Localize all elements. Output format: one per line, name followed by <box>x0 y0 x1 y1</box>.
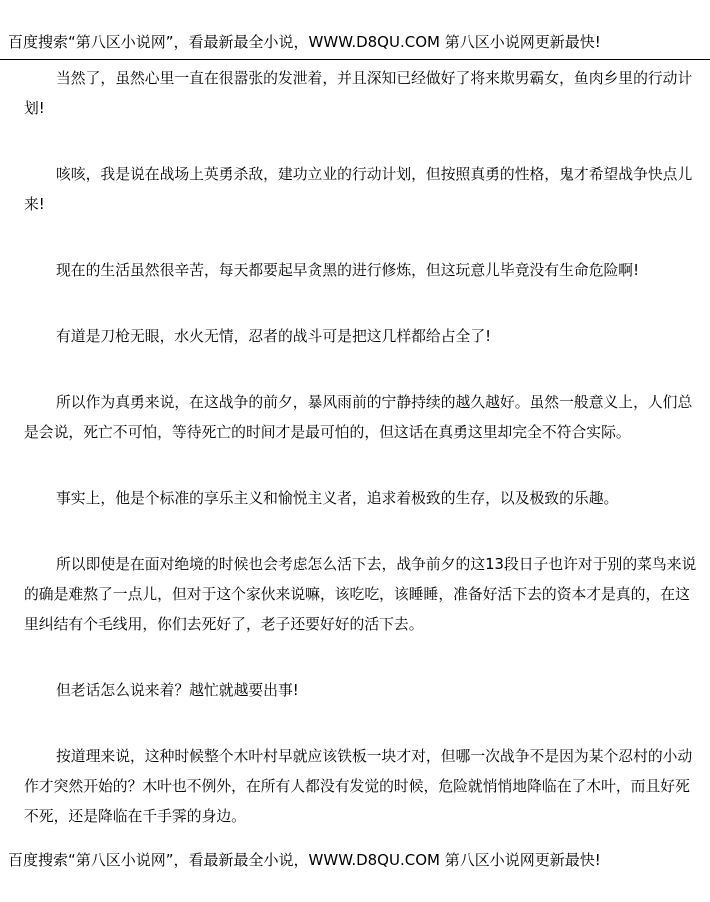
paragraph-8: 但老话怎么说来着？越忙就越要出事! <box>56 682 299 699</box>
footer-banner: 百度搜索“第八区小说网”，看最新最全小说，WWW.D8QU.COM 第八区小说网更新最快! <box>8 851 601 869</box>
paragraph-5: 所以作为真勇来说，在这战争的前夕，暴风雨前的宁静持续的越久越好。虽然一般意义上，人们总是会说，死亡不可怕，等待死亡的时间才是最可怕的，但这话在真勇这里却完全不符合实际。 <box>24 394 693 441</box>
header-banner: 百度搜索“第八区小说网”，看最新最全小说，WWW.D8QU.COM 第八区小说网更新最快! <box>8 33 601 51</box>
paragraph-7: 所以即使是在面对绝境的时候也会考虑怎么活下去，战争前夕的这13段日子也许对于别的菜鸟来说的确是难熬了一点儿，但对于这个家伙来说嘛，该吃吃，该睡睡，准备好活下去的资本才是真的，在这里纠结有个毛线用，你们去死好了，老子还要好好的活下去。 <box>24 556 697 633</box>
header-divider <box>0 59 710 60</box>
paragraph-4: 有道是刀枪无眼，水火无情，忍者的战斗可是把这几样都给占全了! <box>56 328 492 345</box>
paragraph-2: 咳咳，我是说在战场上英勇杀敌，建功立业的行动计划，但按照真勇的性格，鬼才希望战争快点儿来! <box>24 166 693 213</box>
paragraph-3: 现在的生活虽然很辛苦，每天都要起早贪黑的进行修炼，但这玩意儿毕竟没有生命危险啊! <box>56 262 640 279</box>
paragraph-9: 按道理来说，这种时候整个木叶村早就应该铁板一块才对，但哪一次战争不是因为某个忍村的小动作才突然开始的？木叶也不例外，在所有人都没有发觉的时候，危险就悄悄地降临在了木叶，而且好死不死，还是降临在千手霁的身边。 <box>24 748 693 825</box>
paragraph-1: 当然了，虽然心里一直在很嚣张的发泄着，并且深知已经做好了将来欺男霸女，鱼肉乡里的行动计划! <box>24 70 693 117</box>
article-body <box>24 64 700 868</box>
paragraph-6: 事实上，他是个标准的享乐主义和愉悦主义者，追求着极致的生存，以及极致的乐趣。 <box>56 490 619 507</box>
